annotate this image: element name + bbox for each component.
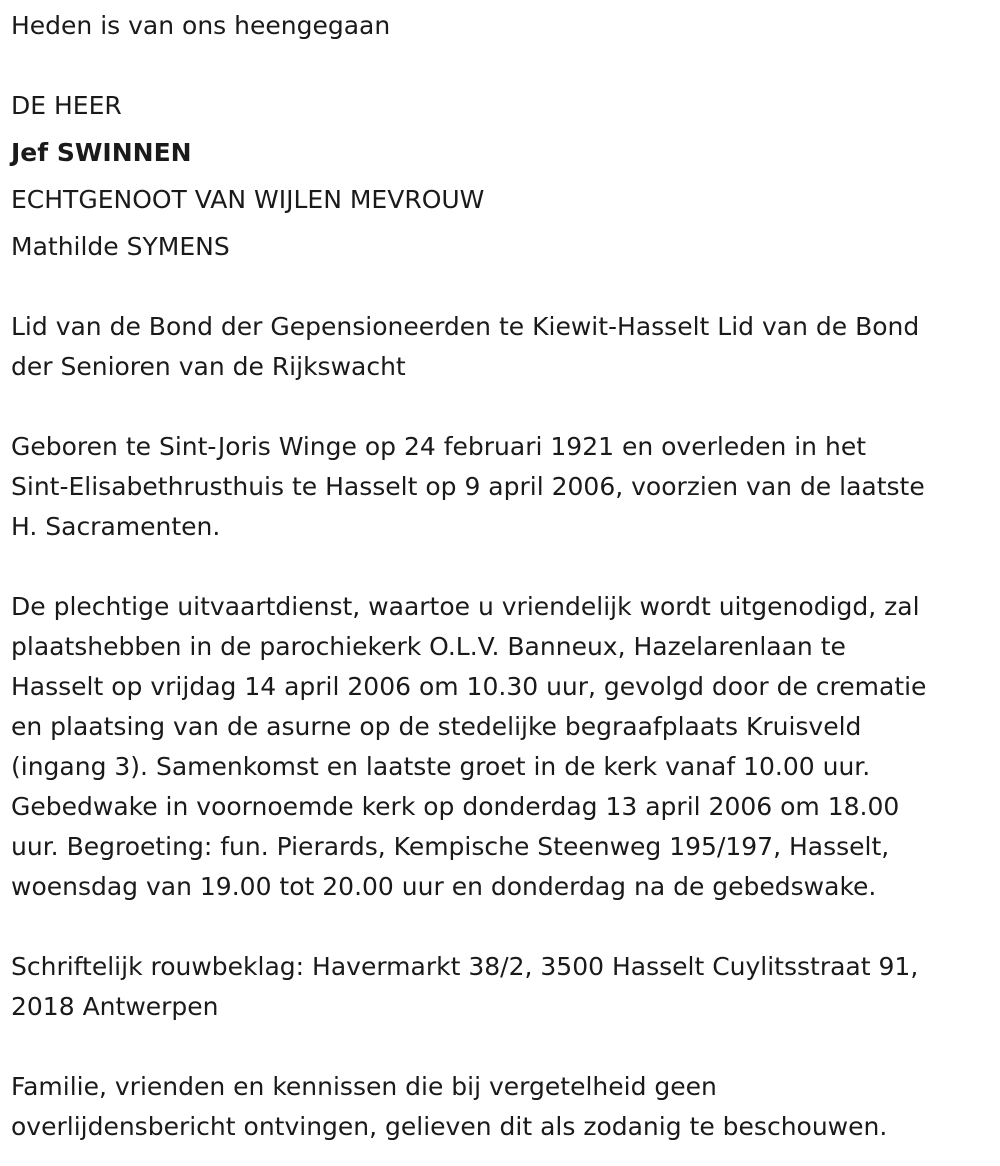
condolences-line: 2018 Antwerpen (11, 992, 219, 1021)
title-prefix: DE HEER (11, 91, 122, 120)
birth-death-paragraph (11, 427, 991, 547)
funeral-line: De plechtige uitvaartdienst, waartoe u vriendelijk wordt uitgenodigd, zal (11, 592, 920, 621)
condolences-line: Schriftelijk rouwbeklag: Havermarkt 38/2, 3500 Hasselt Cuylitsstraat 91, (11, 952, 919, 981)
deceased-name: Jef SWINNEN (11, 138, 192, 167)
funeral-line: woensdag van 19.00 tot 20.00 uur en donderdag na de gebedswake. (11, 872, 877, 901)
closing-paragraph (11, 1067, 991, 1147)
closing-line: overlijdensbericht ontvingen, gelieven dit als zodanig te beschouwen. (11, 1112, 888, 1141)
birth-death-line: Sint-Elisabethrusthuis te Hasselt op 9 april 2006, voorzien van de laatste (11, 472, 925, 501)
funeral-line: Hasselt op vrijdag 14 april 2006 om 10.30 uur, gevolgd door de crematie (11, 672, 927, 701)
funeral-line: (ingang 3). Samenkomst en laatste groet in de kerk vanaf 10.00 uur. (11, 752, 871, 781)
birth-death-line: Geboren te Sint-Joris Winge op 24 februari 1921 en overleden in het (11, 432, 867, 461)
funeral-line: en plaatsing van de asurne op de stedelijke begraafplaats Kruisveld (11, 712, 862, 741)
spouse-name: Mathilde SYMENS (11, 232, 230, 261)
relation-line: ECHTGENOOT VAN WIJLEN MEVROUW (11, 185, 485, 214)
memberships-line: der Senioren van de Rijkswacht (11, 352, 406, 381)
intro-line: Heden is van ons heengegaan (11, 11, 391, 40)
funeral-line: uur. Begroeting: fun. Pierards, Kempische Steenweg 195/197, Hasselt, (11, 832, 890, 861)
funeral-line: plaatshebben in de parochiekerk O.L.V. Banneux, Hazelarenlaan te (11, 632, 846, 661)
death-notice (11, 6, 991, 1147)
memberships-paragraph (11, 307, 991, 387)
funeral-paragraph (11, 587, 991, 907)
funeral-line: Gebedwake in voornoemde kerk op donderdag 13 april 2006 om 18.00 (11, 792, 900, 821)
closing-line: Familie, vrienden en kennissen die bij vergetelheid geen (11, 1072, 717, 1101)
memberships-line: Lid van de Bond der Gepensioneerden te Kiewit-Hasselt Lid van de Bond (11, 312, 920, 341)
condolences-paragraph (11, 947, 991, 1027)
birth-death-line: H. Sacramenten. (11, 512, 221, 541)
